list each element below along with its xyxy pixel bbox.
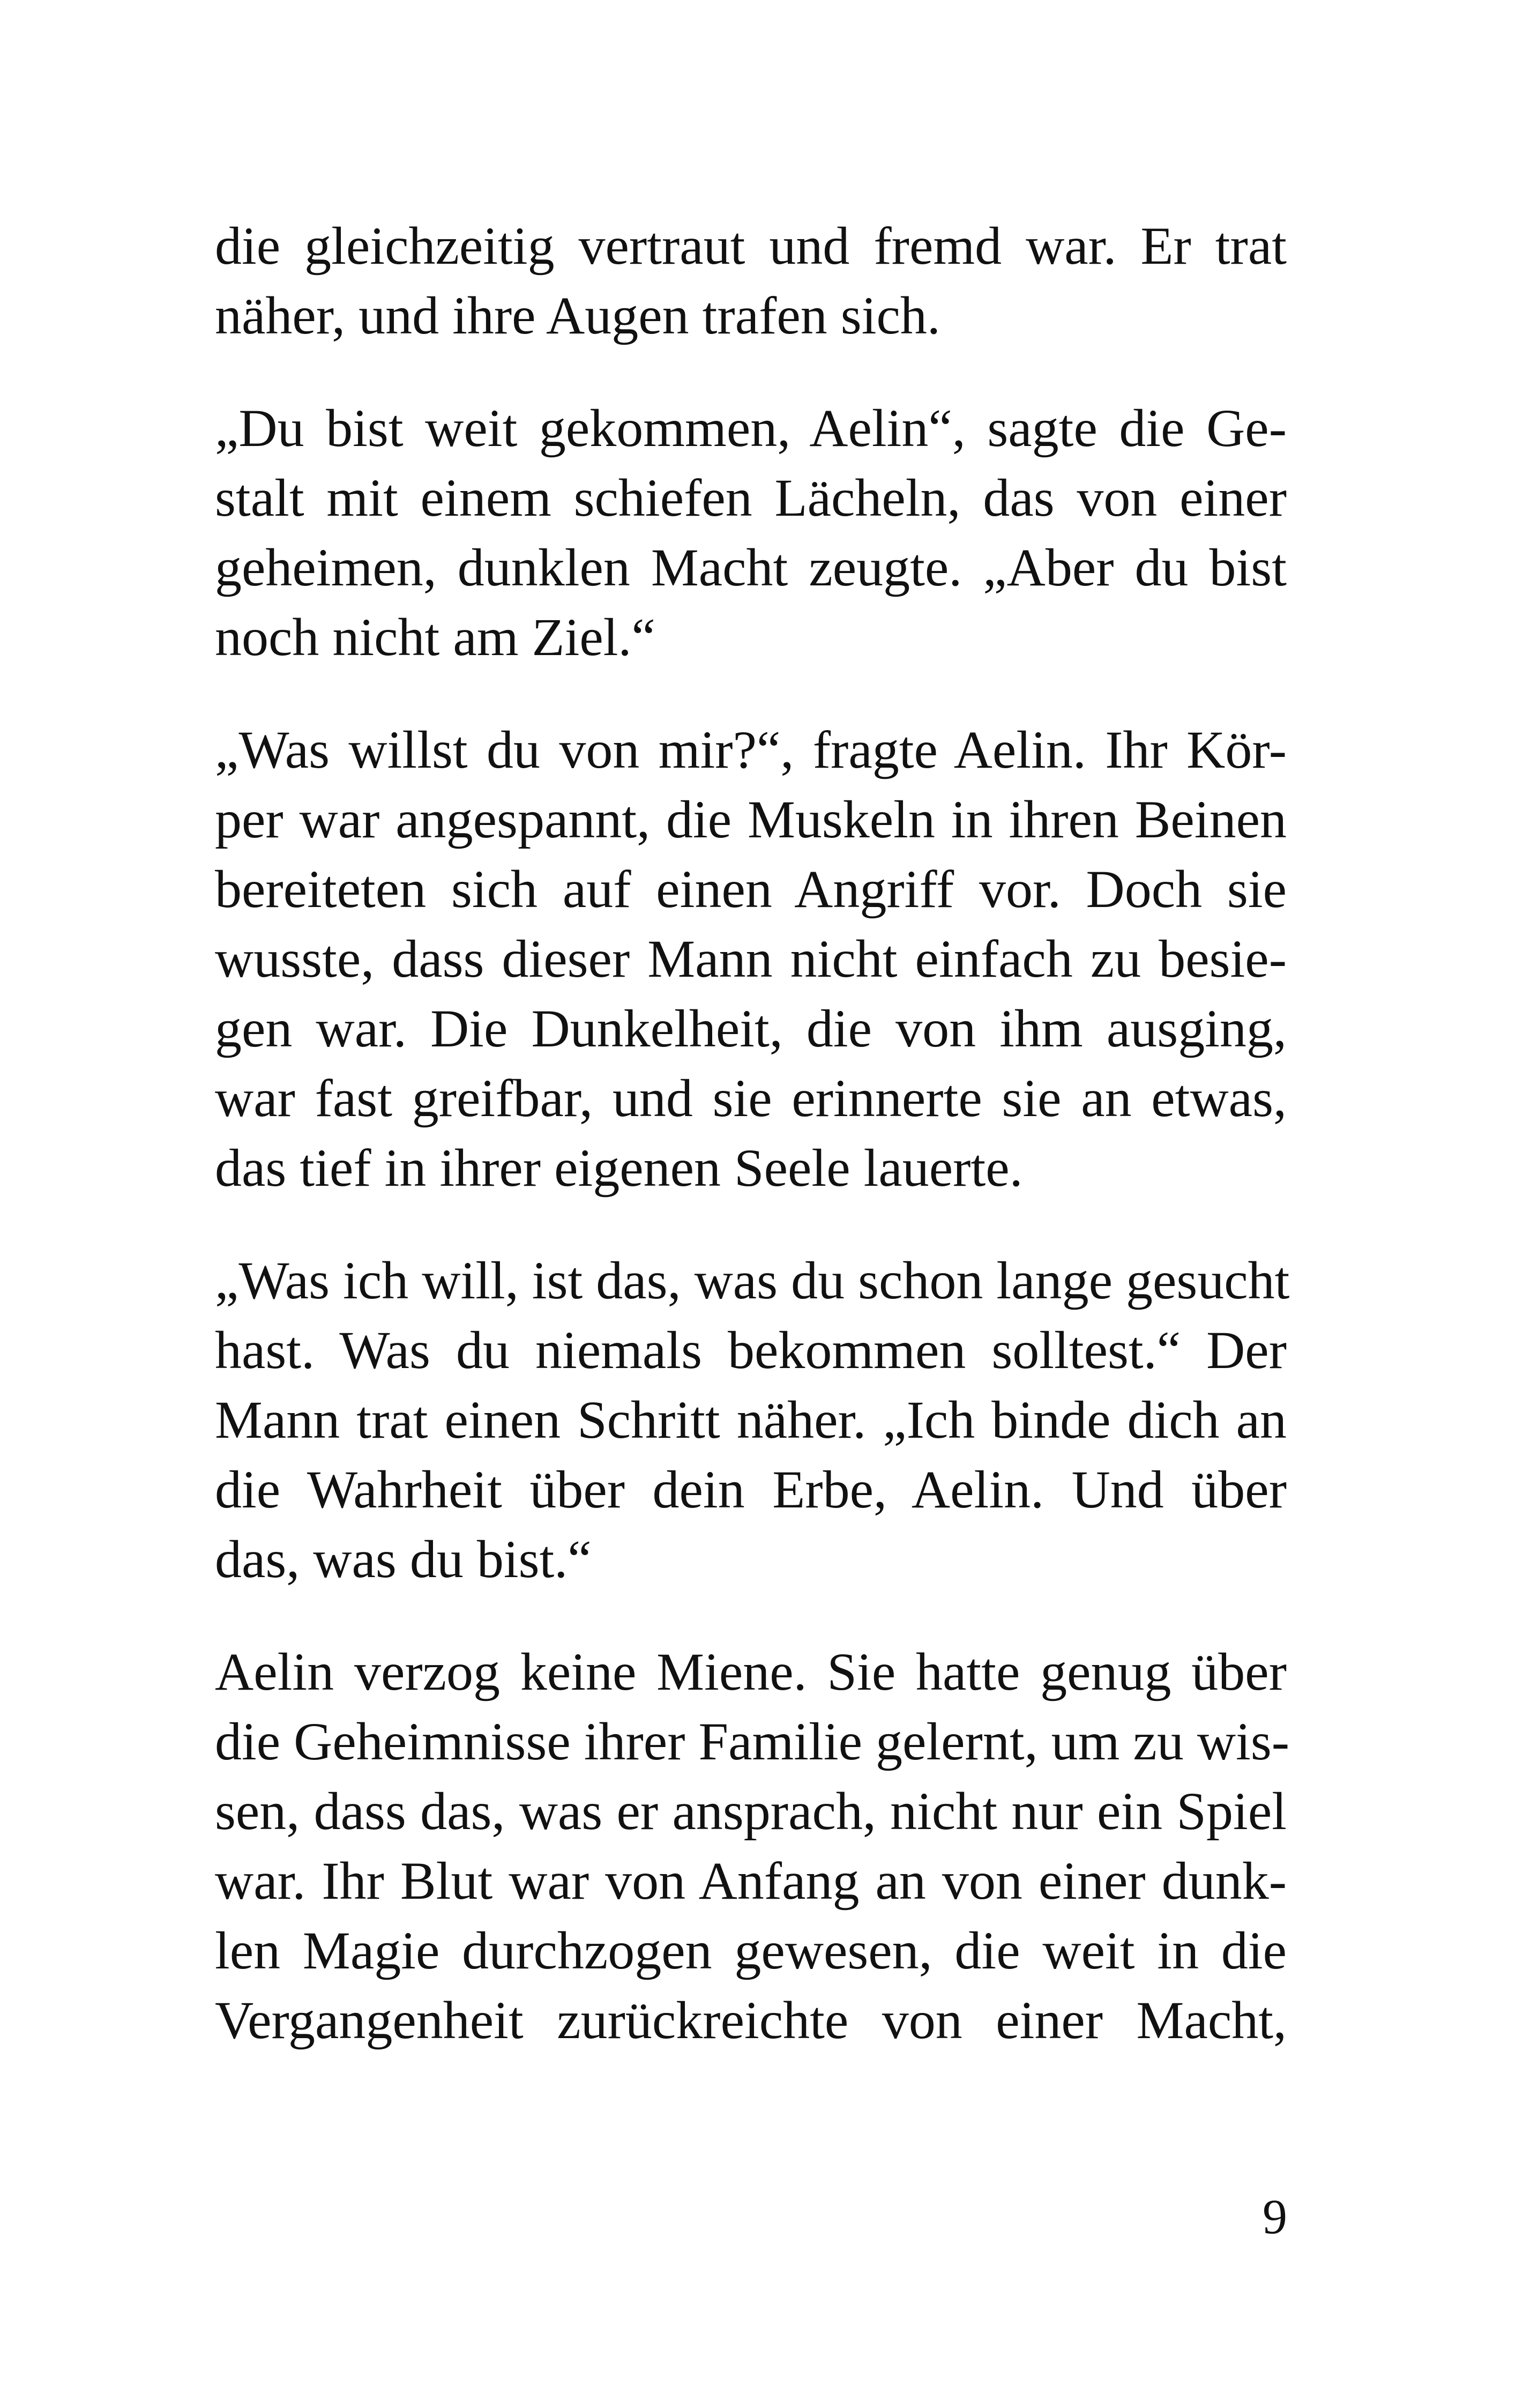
text-line: wusste, dass dieser Mann nicht einfach zu besie- [215, 929, 1287, 989]
text-line: das tief in ihrer eigenen Seele lauerte. [215, 1138, 1023, 1198]
text-line: Vergangenheit zurückreichte von einer Macht, [215, 1990, 1287, 2050]
paragraph [215, 211, 1287, 351]
paragraph-gap [215, 351, 1287, 393]
paragraph [215, 715, 1287, 1203]
paragraph [215, 1637, 1290, 2055]
text-line: geheimen, dunklen Macht zeugte. „Aber du bist [215, 538, 1287, 597]
text-line: stalt mit einem schiefen Lächeln, das von einer [215, 468, 1287, 527]
paragraph [215, 1246, 1290, 1594]
text-line: gen war. Die Dunkelheit, die von ihm ausging, [215, 999, 1287, 1058]
text-line: noch nicht am Ziel.“ [215, 607, 655, 667]
paragraph-gap [215, 672, 1287, 715]
text-line: die Wahrheit über dein Erbe, Aelin. Und über [215, 1460, 1287, 1519]
text-line: hast. Was du niemals bekommen solltest.“ Der [215, 1320, 1287, 1380]
text-line: Mann trat einen Schritt näher. „Ich binde dich an [215, 1390, 1287, 1450]
text-line: len Magie durchzogen gewesen, die weit in die [215, 1921, 1287, 1980]
text-line: bereiteten sich auf einen Angriff vor. Doch sie [215, 859, 1287, 919]
paragraph-gap [215, 1594, 1287, 1637]
paragraph [215, 393, 1287, 672]
text-line: sen, dass das, was er ansprach, nicht nur ein Spiel [215, 1781, 1287, 1841]
text-line: näher, und ihre Augen trafen sich. [215, 286, 940, 345]
text-line: war. Ihr Blut war von Anfang an von einer dunk- [215, 1851, 1287, 1911]
text-line: Aelin verzog keine Miene. Sie hatte genug über [215, 1642, 1287, 1701]
text-line: „Was ich will, ist das, was du schon lange gesucht [215, 1251, 1290, 1310]
paragraph-gap [215, 1203, 1287, 1246]
body-text [215, 211, 1290, 2055]
text-line: „Du bist weit gekommen, Aelin“, sagte die Ge- [215, 398, 1287, 458]
text-line: die Geheimnisse ihrer Familie gelernt, um zu wis- [215, 1712, 1290, 1771]
text-line: das, was du bist.“ [215, 1529, 592, 1589]
text-line: die gleichzeitig vertraut und fremd war. Er trat [215, 216, 1287, 276]
text-line: war fast greifbar, und sie erinnerte sie an etwas, [215, 1068, 1287, 1128]
text-line: „Was willst du von mir?“, fragte Aelin. Ihr Kör- [215, 720, 1287, 779]
page-number: 9 [1263, 2189, 1287, 2244]
text-line: per war angespannt, die Muskeln in ihren Beinen [215, 790, 1287, 849]
